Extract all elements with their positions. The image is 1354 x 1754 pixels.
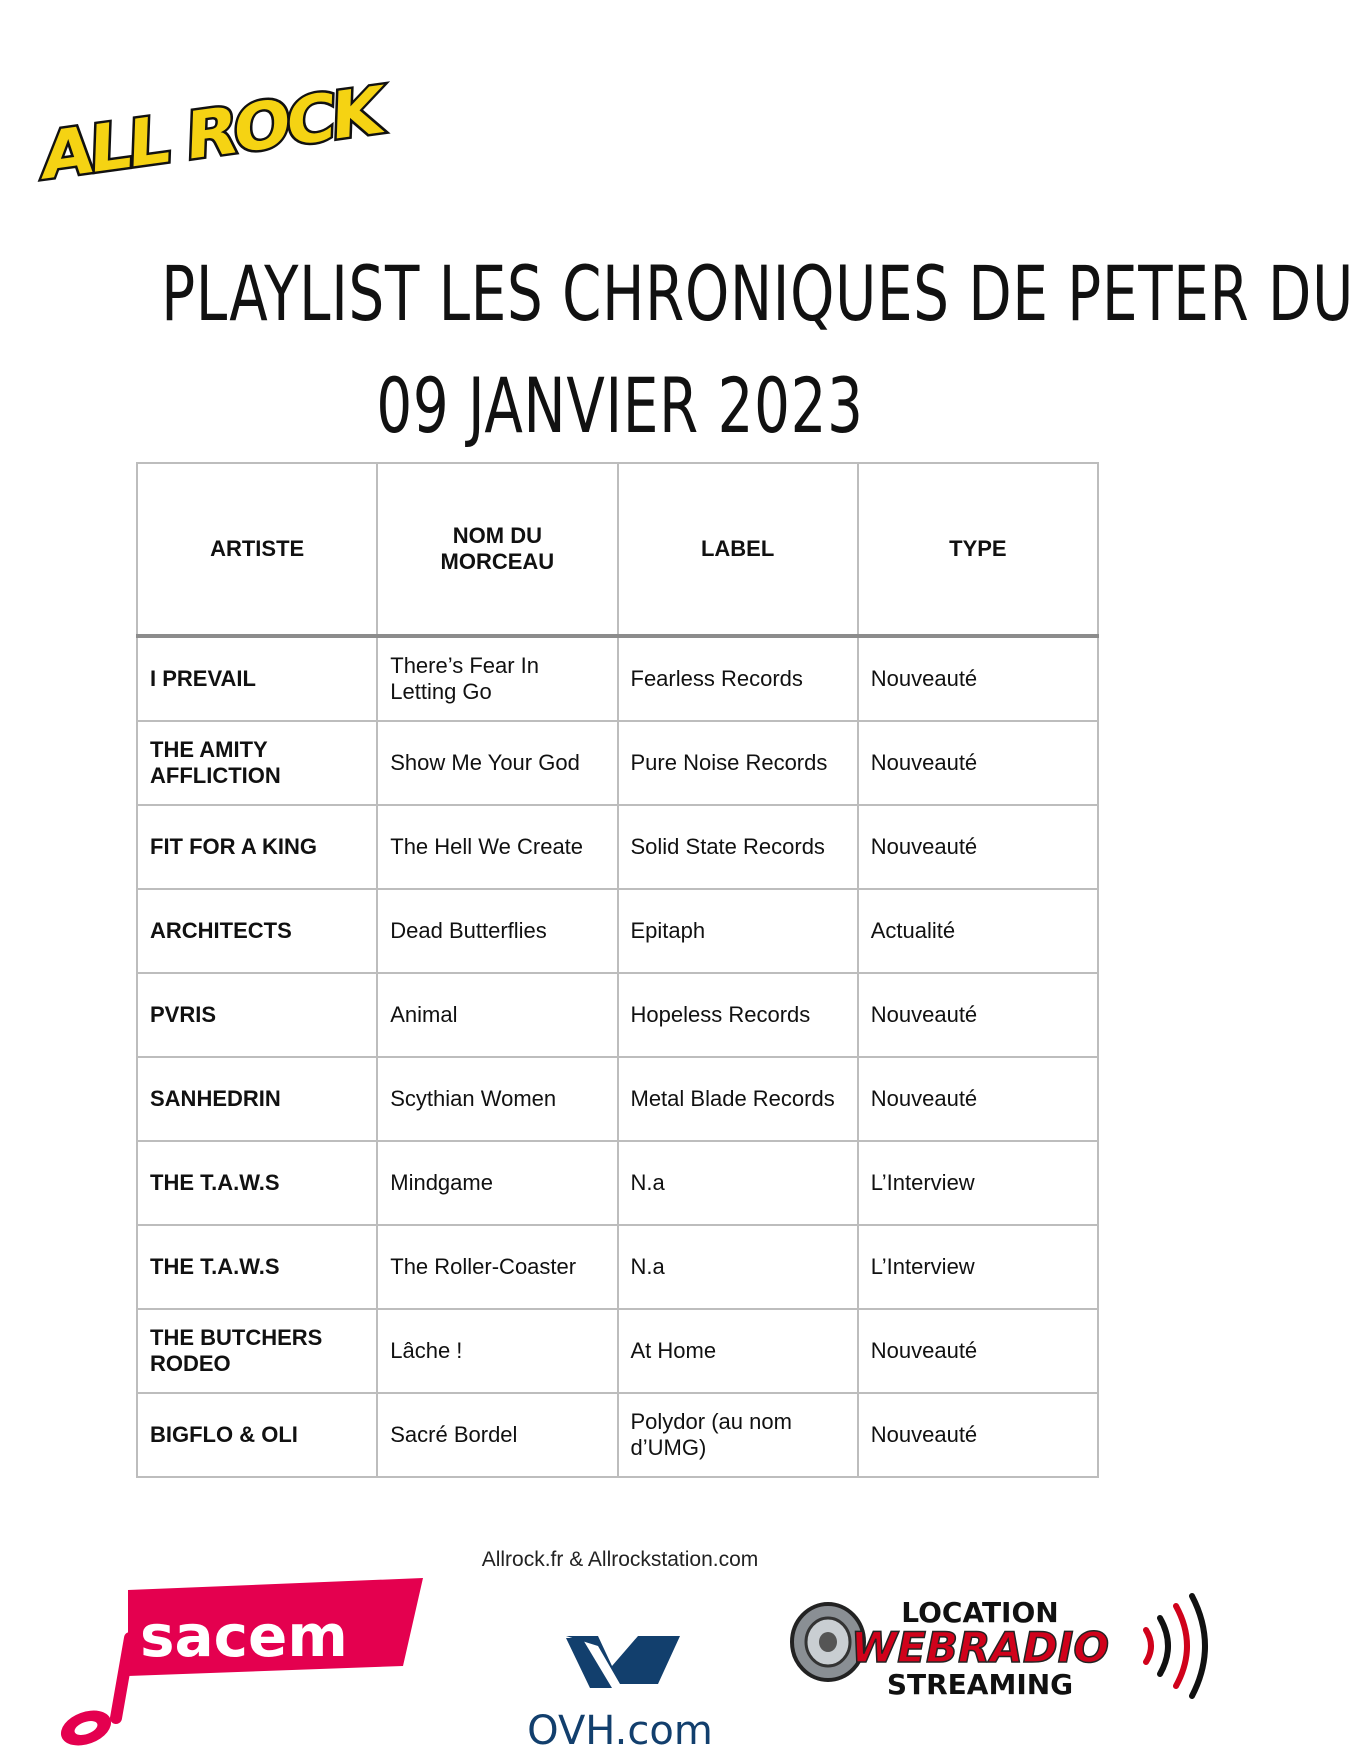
cell-track: Scythian Women	[377, 1057, 617, 1141]
cell-artist: THE T.A.W.S	[137, 1225, 377, 1309]
webradio-line-2: WEBRADIO	[850, 1623, 1110, 1672]
table-row	[137, 1309, 1098, 1393]
cell-label: Epitaph	[618, 889, 858, 973]
cell-track: Lâche !	[377, 1309, 617, 1393]
header-label: LABEL	[618, 463, 858, 636]
cell-track: There’s Fear In Letting Go	[377, 636, 617, 721]
cell-label: Pure Noise Records	[618, 721, 858, 805]
cell-type: Nouveauté	[858, 1057, 1098, 1141]
page-title	[161, 238, 1354, 462]
cell-artist: I PREVAIL	[137, 636, 377, 721]
cell-track: Mindgame	[377, 1141, 617, 1225]
webradio-logo	[784, 1590, 1216, 1700]
table-row	[137, 636, 1098, 721]
table-row	[137, 721, 1098, 805]
cell-track: Show Me Your God	[377, 721, 617, 805]
cell-label: Fearless Records	[618, 636, 858, 721]
ovh-logo	[520, 1626, 720, 1754]
cell-track: Sacré Bordel	[377, 1393, 617, 1477]
cell-label: Hopeless Records	[618, 973, 858, 1057]
cell-type: L’Interview	[858, 1141, 1098, 1225]
cell-type: Nouveauté	[858, 721, 1098, 805]
cell-artist: THE T.A.W.S	[137, 1141, 377, 1225]
cell-artist: SANHEDRIN	[137, 1057, 377, 1141]
header-type: TYPE	[858, 463, 1098, 636]
cell-track: The Hell We Create	[377, 805, 617, 889]
cell-type: Nouveauté	[858, 1309, 1098, 1393]
webradio-line-3: STREAMING	[886, 1668, 1074, 1701]
cell-artist: THE BUTCHERS RODEO	[137, 1309, 377, 1393]
logo-text: ALL ROCK	[40, 71, 381, 195]
cell-type: Actualité	[858, 889, 1098, 973]
allrock-logo	[36, 64, 381, 204]
title-line-2: 09 JANVIER 2023	[376, 361, 864, 450]
table-row	[137, 805, 1098, 889]
table-row	[137, 1393, 1098, 1477]
cell-artist: BIGFLO & OLI	[137, 1393, 377, 1477]
sacem-text: sacem	[140, 1602, 348, 1670]
cell-track: The Roller-Coaster	[377, 1225, 617, 1309]
webradio-line-1: LOCATION	[901, 1596, 1059, 1629]
cell-type: L’Interview	[858, 1225, 1098, 1309]
cell-label: At Home	[618, 1309, 858, 1393]
header-artiste: ARTISTE	[137, 463, 377, 636]
table-row	[137, 1141, 1098, 1225]
cell-label: Solid State Records	[618, 805, 858, 889]
cell-type: Nouveauté	[858, 1393, 1098, 1477]
table-row	[137, 889, 1098, 973]
playlist-table	[136, 462, 1099, 1478]
cell-label: Polydor (au nom d’UMG)	[618, 1393, 858, 1477]
table-row	[137, 1057, 1098, 1141]
sacem-logo	[58, 1578, 428, 1748]
table-header-row	[137, 463, 1098, 636]
table-row	[137, 973, 1098, 1057]
cell-track: Dead Butterflies	[377, 889, 617, 973]
cell-artist: PVRIS	[137, 973, 377, 1057]
cell-label: N.a	[618, 1225, 858, 1309]
cell-type: Nouveauté	[858, 805, 1098, 889]
cell-type: Nouveauté	[858, 973, 1098, 1057]
sacem-note-stem	[116, 1638, 130, 1718]
ovh-text: OVH.com	[527, 1708, 713, 1754]
header-nom-du-morceau: NOM DU MORCEAU	[377, 463, 617, 636]
table-row	[137, 1225, 1098, 1309]
title-line-1: PLAYLIST LES CHRONIQUES DE PETER DU	[161, 249, 1354, 338]
cell-label: Metal Blade Records	[618, 1057, 858, 1141]
cell-type: Nouveauté	[858, 636, 1098, 721]
footer-site-text: Allrock.fr & Allrockstation.com	[481, 1548, 759, 1571]
cell-artist: FIT FOR A KING	[137, 805, 377, 889]
cell-artist: ARCHITECTS	[137, 889, 377, 973]
cell-track: Animal	[377, 973, 617, 1057]
cell-artist: THE AMITY AFFLICTION	[137, 721, 377, 805]
signal-waves-icon	[1146, 1596, 1205, 1696]
cell-label: N.a	[618, 1141, 858, 1225]
